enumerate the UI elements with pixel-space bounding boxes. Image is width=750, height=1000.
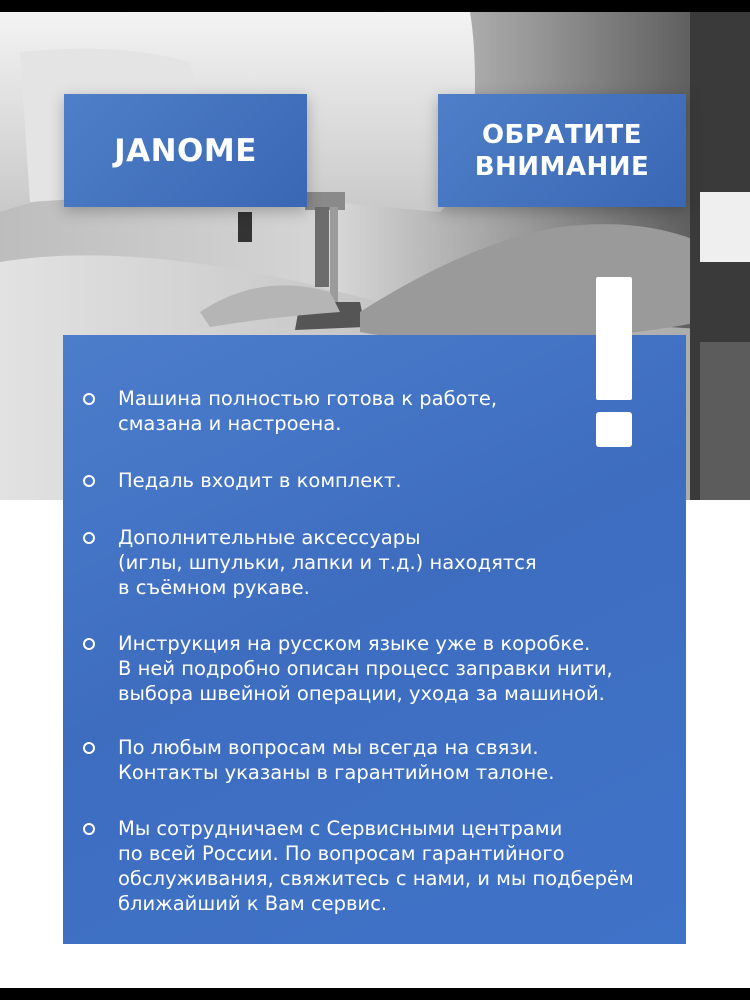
list-item-text: По любым вопросам мы всегда на связи. Контакты указаны в гарантийном талоне. (118, 736, 555, 784)
circle-bullet-icon (83, 742, 95, 754)
info-list (63, 335, 686, 944)
circle-bullet-icon (83, 393, 95, 405)
notice-line-1: ОБРАТИТЕ (481, 119, 643, 150)
circle-bullet-icon (83, 532, 95, 544)
infographic-card (0, 12, 750, 988)
circle-bullet-icon (83, 475, 95, 487)
list-item-text: Педаль входит в комплект. (118, 469, 402, 492)
notice-line-2: ВНИМАНИЕ (474, 151, 650, 182)
brand-name: JANOME (114, 132, 257, 169)
list-item-text: Инструкция на русском языке уже в коробке. В ней подробно описан процесс заправки нити, выбора швейной операции, ухода за машиной. (118, 632, 613, 705)
circle-bullet-icon (83, 638, 95, 650)
exclamation-mark-icon (596, 277, 632, 457)
info-panel (63, 335, 686, 944)
brand-badge (64, 94, 307, 207)
circle-bullet-icon (83, 823, 95, 835)
exclamation-bar (596, 277, 632, 400)
exclamation-dot (596, 412, 632, 447)
list-item-text: Дополнительные аксессуары (иглы, шпульки, лапки и т.д.) находятся в съёмном рукаве. (118, 526, 537, 599)
list-item-text: Машина полностью готова к работе, смазана и настроена. (118, 387, 498, 435)
list-item-text: Мы сотрудничаем с Сервисными центрами по всей России. По вопросам гарантийного обслуживания, свяжитесь с нами, и мы подберём ближайший к Вам сервис. (118, 817, 634, 915)
notice-badge (438, 94, 686, 207)
